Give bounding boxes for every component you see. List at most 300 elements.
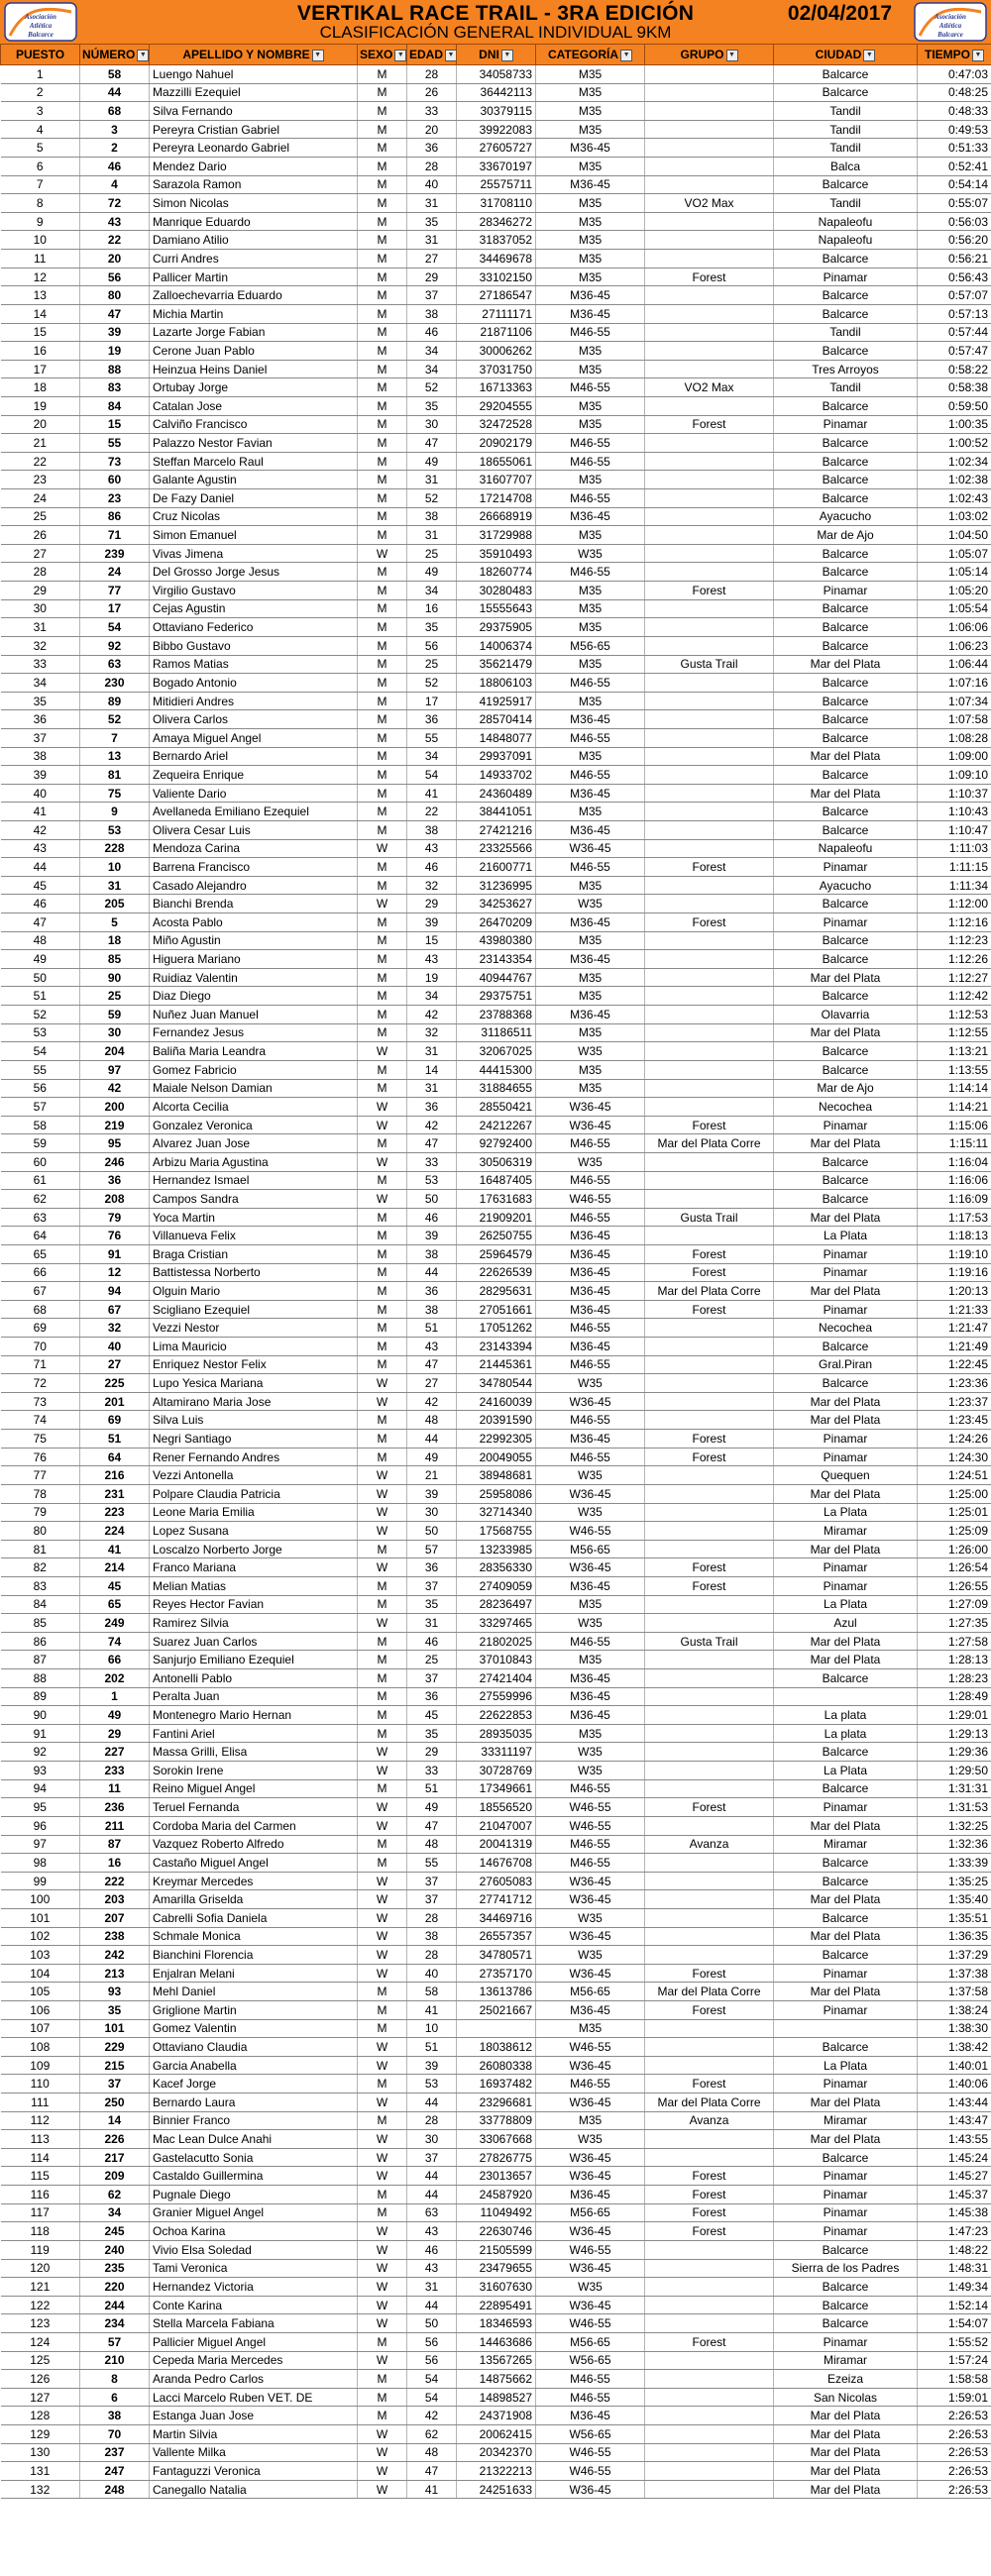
numero-cell: 84 xyxy=(80,396,150,415)
edad-cell: 35 xyxy=(407,1724,457,1743)
table-row xyxy=(1,1484,991,1503)
filter-dropdown-icon[interactable]: ▼ xyxy=(312,50,324,61)
table-row xyxy=(1,2351,991,2370)
numero-cell: 231 xyxy=(80,1484,150,1503)
edad-cell: 31 xyxy=(407,471,457,489)
edad-cell: 25 xyxy=(407,544,457,563)
nombre-cell: Bernardo Ariel xyxy=(150,747,358,766)
table-row xyxy=(1,913,991,932)
sexo-cell: W xyxy=(358,2425,407,2444)
sexo-cell: W xyxy=(358,1908,407,1927)
edad-cell: 55 xyxy=(407,728,457,747)
dni-cell: 27409059 xyxy=(457,1576,536,1595)
col-header-edad[interactable] xyxy=(407,45,457,65)
nombre-cell: Loscalzo Norberto Jorge xyxy=(150,1540,358,1558)
table-row xyxy=(1,1798,991,1817)
grupo-cell xyxy=(645,1042,774,1061)
ciudad-cell: Balcarce xyxy=(774,728,918,747)
dni-cell: 29937091 xyxy=(457,747,536,766)
numero-cell: 14 xyxy=(80,2111,150,2130)
categoria-cell: W46-55 xyxy=(536,2443,645,2462)
grupo-cell xyxy=(645,139,774,158)
table-row xyxy=(1,1835,991,1854)
numero-cell: 53 xyxy=(80,820,150,839)
numero-cell: 63 xyxy=(80,655,150,674)
dni-cell: 23143354 xyxy=(457,950,536,969)
categoria-cell: W46-55 xyxy=(536,1190,645,1209)
numero-cell: 51 xyxy=(80,1430,150,1449)
numero-cell: 46 xyxy=(80,158,150,176)
filter-dropdown-icon[interactable]: ▼ xyxy=(137,50,149,61)
categoria-cell: M35 xyxy=(536,471,645,489)
puesto-cell: 12 xyxy=(1,268,80,286)
puesto-cell: 93 xyxy=(1,1762,80,1780)
numero-cell: 5 xyxy=(80,913,150,932)
tiempo-cell: 1:35:51 xyxy=(918,1908,991,1927)
categoria-cell: W36-45 xyxy=(536,1098,645,1117)
nombre-cell: Bogado Antonio xyxy=(150,674,358,693)
categoria-cell: M35 xyxy=(536,231,645,250)
puesto-cell: 128 xyxy=(1,2407,80,2425)
categoria-cell: W35 xyxy=(536,1374,645,1393)
puesto-cell: 130 xyxy=(1,2443,80,2462)
col-header-tiempo[interactable] xyxy=(918,45,991,65)
categoria-cell: M46-55 xyxy=(536,858,645,877)
edad-cell: 55 xyxy=(407,1854,457,1873)
puesto-cell: 23 xyxy=(1,471,80,489)
grupo-cell xyxy=(645,1006,774,1024)
ciudad-cell: Pinamar xyxy=(774,415,918,434)
table-row xyxy=(1,175,991,194)
ciudad-cell: Balcarce xyxy=(774,710,918,729)
filter-dropdown-icon[interactable]: ▼ xyxy=(445,50,456,61)
grupo-cell: Forest xyxy=(645,2203,774,2222)
grupo-cell: Avanza xyxy=(645,1835,774,1854)
grupo-cell xyxy=(645,1098,774,1117)
col-header-ciudad[interactable] xyxy=(774,45,918,65)
categoria-cell: W46-55 xyxy=(536,1522,645,1541)
sexo-cell: M xyxy=(358,728,407,747)
categoria-cell: W36-45 xyxy=(536,2222,645,2241)
categoria-cell: W36-45 xyxy=(536,2167,645,2186)
dni-cell: 21322213 xyxy=(457,2462,536,2481)
tiempo-cell: 2:26:53 xyxy=(918,2462,991,2481)
col-header-nombre[interactable] xyxy=(150,45,358,65)
edad-cell: 31 xyxy=(407,1042,457,1061)
edad-cell: 42 xyxy=(407,1006,457,1024)
categoria-cell: W36-45 xyxy=(536,2093,645,2112)
puesto-cell: 25 xyxy=(1,507,80,526)
puesto-cell: 4 xyxy=(1,120,80,139)
numero-cell: 44 xyxy=(80,83,150,102)
dni-cell: 17214708 xyxy=(457,489,536,508)
column-label: GRUPO xyxy=(680,48,724,61)
tiempo-cell: 1:45:27 xyxy=(918,2167,991,2186)
numero-cell: 203 xyxy=(80,1890,150,1909)
categoria-cell: W36-45 xyxy=(536,1890,645,1909)
puesto-cell: 86 xyxy=(1,1632,80,1651)
tiempo-cell: 0:57:47 xyxy=(918,342,991,361)
nombre-cell: Franco Mariana xyxy=(150,1558,358,1577)
tiempo-cell: 1:24:26 xyxy=(918,1430,991,1449)
race-title: VERTIKAL RACE TRAIL - 3RA EDICIÓN xyxy=(296,2,695,25)
edad-cell: 38 xyxy=(407,1245,457,1264)
edad-cell: 25 xyxy=(407,655,457,674)
tiempo-cell: 1:24:30 xyxy=(918,1448,991,1466)
table-row xyxy=(1,563,991,582)
dni-cell: 21047007 xyxy=(457,1816,536,1835)
grupo-cell xyxy=(645,1079,774,1098)
ciudad-cell: Balca xyxy=(774,158,918,176)
sexo-cell: M xyxy=(358,674,407,693)
tiempo-cell: 1:00:52 xyxy=(918,434,991,453)
grupo-cell xyxy=(645,1466,774,1485)
tiempo-cell: 1:35:25 xyxy=(918,1872,991,1890)
edad-cell: 44 xyxy=(407,1263,457,1282)
numero-cell: 223 xyxy=(80,1503,150,1522)
tiempo-cell: 1:15:11 xyxy=(918,1134,991,1153)
grupo-cell xyxy=(645,1411,774,1430)
numero-cell: 22 xyxy=(80,231,150,250)
nombre-cell: Gastelacutto Sonia xyxy=(150,2148,358,2167)
nombre-cell: Arbizu Maria Agustina xyxy=(150,1152,358,1171)
sexo-cell: M xyxy=(358,175,407,194)
edad-cell: 49 xyxy=(407,563,457,582)
tiempo-cell: 0:47:03 xyxy=(918,65,991,84)
grupo-cell xyxy=(645,434,774,453)
categoria-cell: M46-55 xyxy=(536,728,645,747)
nombre-cell: Fantaguzzi Veronica xyxy=(150,2462,358,2481)
categoria-cell: M46-55 xyxy=(536,1448,645,1466)
dni-cell: 29375751 xyxy=(457,987,536,1006)
puesto-cell: 98 xyxy=(1,1854,80,1873)
table-row xyxy=(1,1319,991,1338)
numero-cell: 202 xyxy=(80,1669,150,1688)
sexo-cell: M xyxy=(358,1060,407,1079)
col-header-dni[interactable] xyxy=(457,45,536,65)
puesto-cell: 57 xyxy=(1,1098,80,1117)
categoria-cell: W35 xyxy=(536,1908,645,1927)
puesto-cell: 13 xyxy=(1,286,80,305)
sexo-cell: M xyxy=(358,1134,407,1153)
tiempo-cell: 1:55:52 xyxy=(918,2332,991,2351)
grupo-cell xyxy=(645,803,774,821)
tiempo-cell: 1:25:09 xyxy=(918,1522,991,1541)
tiempo-cell: 1:31:31 xyxy=(918,1779,991,1798)
dni-cell: 17051262 xyxy=(457,1319,536,1338)
numero-cell: 220 xyxy=(80,2278,150,2297)
grupo-cell xyxy=(645,2259,774,2278)
tiempo-cell: 1:23:37 xyxy=(918,1392,991,1411)
numero-cell: 3 xyxy=(80,120,150,139)
categoria-cell: W46-55 xyxy=(536,2038,645,2057)
ciudad-cell: Sierra de los Padres xyxy=(774,2259,918,2278)
sexo-cell: M xyxy=(358,139,407,158)
edad-cell: 47 xyxy=(407,2462,457,2481)
nombre-cell: Cabrelli Sofia Daniela xyxy=(150,1908,358,1927)
filter-dropdown-icon[interactable]: ▼ xyxy=(726,50,738,61)
nombre-cell: Vazquez Roberto Alfredo xyxy=(150,1835,358,1854)
categoria-cell: W36-45 xyxy=(536,2148,645,2167)
edad-cell: 48 xyxy=(407,1411,457,1430)
header-row xyxy=(1,45,991,65)
table-row xyxy=(1,268,991,286)
edad-cell: 50 xyxy=(407,1190,457,1209)
sexo-cell: M xyxy=(358,636,407,655)
categoria-cell: M36-45 xyxy=(536,1338,645,1356)
edad-cell: 37 xyxy=(407,286,457,305)
filter-dropdown-icon[interactable]: ▼ xyxy=(620,50,632,61)
dni-cell: 34780544 xyxy=(457,1374,536,1393)
categoria-cell: M56-65 xyxy=(536,1983,645,2001)
puesto-cell: 67 xyxy=(1,1282,80,1301)
ciudad-cell: Balcarce xyxy=(774,2296,918,2314)
numero-cell: 210 xyxy=(80,2351,150,2370)
numero-cell: 222 xyxy=(80,1872,150,1890)
tiempo-cell: 1:36:35 xyxy=(918,1927,991,1946)
dni-cell: 22630746 xyxy=(457,2222,536,2241)
sexo-cell: W xyxy=(358,2222,407,2241)
numero-cell: 97 xyxy=(80,1060,150,1079)
sexo-cell: M xyxy=(358,1448,407,1466)
filter-dropdown-icon[interactable]: ▼ xyxy=(394,50,406,61)
edad-cell: 44 xyxy=(407,2167,457,2186)
tiempo-cell: 1:12:27 xyxy=(918,968,991,987)
categoria-cell: M46-55 xyxy=(536,489,645,508)
nombre-cell: Gomez Valentin xyxy=(150,2019,358,2038)
tiempo-cell: 1:33:39 xyxy=(918,1854,991,1873)
ciudad-cell: Balcarce xyxy=(774,1779,918,1798)
table-row xyxy=(1,876,991,895)
edad-cell: 38 xyxy=(407,1300,457,1319)
dni-cell: 31884655 xyxy=(457,1079,536,1098)
filter-dropdown-icon[interactable]: ▼ xyxy=(972,50,984,61)
grupo-cell: Forest xyxy=(645,2167,774,2186)
nombre-cell: Garcia Anabella xyxy=(150,2056,358,2075)
puesto-cell: 105 xyxy=(1,1983,80,2001)
categoria-cell: M35 xyxy=(536,692,645,710)
grupo-cell xyxy=(645,2278,774,2297)
edad-cell: 44 xyxy=(407,1430,457,1449)
grupo-cell xyxy=(645,1872,774,1890)
grupo-cell xyxy=(645,674,774,693)
grupo-cell xyxy=(645,2407,774,2425)
tiempo-cell: 1:18:13 xyxy=(918,1227,991,1245)
edad-cell: 32 xyxy=(407,1023,457,1042)
tiempo-cell: 0:57:13 xyxy=(918,304,991,323)
ciudad-cell: Mar del Plata xyxy=(774,1134,918,1153)
puesto-cell: 103 xyxy=(1,1946,80,1965)
grupo-cell: Forest xyxy=(645,1576,774,1595)
categoria-cell: M46-55 xyxy=(536,1854,645,1873)
nombre-cell: Galante Agustin xyxy=(150,471,358,489)
dni-cell: 28295631 xyxy=(457,1282,536,1301)
numero-cell: 234 xyxy=(80,2314,150,2333)
col-header-grupo[interactable] xyxy=(645,45,774,65)
table-row xyxy=(1,526,991,545)
edad-cell: 35 xyxy=(407,1595,457,1614)
ciudad-cell: Balcarce xyxy=(774,175,918,194)
grupo-cell xyxy=(645,1651,774,1669)
nombre-cell: Catalan Jose xyxy=(150,396,358,415)
table-row xyxy=(1,452,991,471)
numero-cell: 230 xyxy=(80,674,150,693)
edad-cell: 41 xyxy=(407,2000,457,2019)
col-header-numero[interactable] xyxy=(80,45,150,65)
nombre-cell: Manrique Eduardo xyxy=(150,212,358,231)
grupo-cell xyxy=(645,2351,774,2370)
numero-cell: 32 xyxy=(80,1319,150,1338)
sexo-cell: M xyxy=(358,1171,407,1190)
edad-cell: 28 xyxy=(407,1908,457,1927)
grupo-cell xyxy=(645,2480,774,2499)
numero-cell: 17 xyxy=(80,599,150,618)
edad-cell: 40 xyxy=(407,1964,457,1983)
edad-cell: 51 xyxy=(407,1319,457,1338)
grupo-cell xyxy=(645,1023,774,1042)
categoria-cell: M35 xyxy=(536,360,645,378)
nombre-cell: Hernandez Victoria xyxy=(150,2278,358,2297)
ciudad-cell: Balcarce xyxy=(774,987,918,1006)
col-header-categoria[interactable] xyxy=(536,45,645,65)
sexo-cell: M xyxy=(358,2019,407,2038)
categoria-cell: W36-45 xyxy=(536,2296,645,2314)
edad-cell: 34 xyxy=(407,360,457,378)
dni-cell: 24212267 xyxy=(457,1116,536,1134)
grupo-cell xyxy=(645,250,774,268)
nombre-cell: Luengo Nahuel xyxy=(150,65,358,84)
grupo-cell xyxy=(645,1355,774,1374)
nombre-cell: Aranda Pedro Carlos xyxy=(150,2370,358,2389)
dni-cell: 13233985 xyxy=(457,1540,536,1558)
grupo-cell xyxy=(645,526,774,545)
puesto-cell: 107 xyxy=(1,2019,80,2038)
col-header-sexo[interactable] xyxy=(358,45,407,65)
edad-cell: 46 xyxy=(407,858,457,877)
ciudad-cell: Ezeiza xyxy=(774,2370,918,2389)
dni-cell: 44415300 xyxy=(457,1060,536,1079)
nombre-cell: Calviño Francisco xyxy=(150,415,358,434)
grupo-cell xyxy=(645,507,774,526)
grupo-cell xyxy=(645,728,774,747)
puesto-cell: 18 xyxy=(1,378,80,397)
dni-cell: 34469716 xyxy=(457,1908,536,1927)
dni-cell: 24160039 xyxy=(457,1392,536,1411)
categoria-cell: M35 xyxy=(536,83,645,102)
numero-cell: 58 xyxy=(80,65,150,84)
categoria-cell: W36-45 xyxy=(536,2056,645,2075)
edad-cell: 47 xyxy=(407,434,457,453)
grupo-cell: Forest xyxy=(645,1245,774,1264)
sexo-cell: M xyxy=(358,2407,407,2425)
sexo-cell: M xyxy=(358,2203,407,2222)
sexo-cell: M xyxy=(358,1282,407,1301)
results-body xyxy=(1,65,991,2499)
sexo-cell: M xyxy=(358,2388,407,2407)
sexo-cell: M xyxy=(358,158,407,176)
report-header xyxy=(0,0,991,44)
sexo-cell: M xyxy=(358,563,407,582)
dni-cell: 33778809 xyxy=(457,2111,536,2130)
dni-cell: 20902179 xyxy=(457,434,536,453)
nombre-cell: Maiale Nelson Damian xyxy=(150,1079,358,1098)
grupo-cell xyxy=(645,1503,774,1522)
nombre-cell: Zalloechevarria Eduardo xyxy=(150,286,358,305)
dni-cell: 20342370 xyxy=(457,2443,536,2462)
filter-dropdown-icon[interactable]: ▼ xyxy=(501,50,513,61)
table-row xyxy=(1,2148,991,2167)
dni-cell: 13567265 xyxy=(457,2351,536,2370)
table-row xyxy=(1,2259,991,2278)
dni-cell: 36442113 xyxy=(457,83,536,102)
grupo-cell xyxy=(645,304,774,323)
puesto-cell: 81 xyxy=(1,1540,80,1558)
dni-cell: 14463686 xyxy=(457,2332,536,2351)
ciudad-cell: Balcarce xyxy=(774,65,918,84)
numero-cell: 219 xyxy=(80,1116,150,1134)
sexo-cell: W xyxy=(358,839,407,858)
nombre-cell: Curri Andres xyxy=(150,250,358,268)
tiempo-cell: 2:26:53 xyxy=(918,2480,991,2499)
grupo-cell xyxy=(645,83,774,102)
ciudad-cell: Balcarce xyxy=(774,1743,918,1762)
nombre-cell: Vezzi Nestor xyxy=(150,1319,358,1338)
dni-cell: 24251633 xyxy=(457,2480,536,2499)
nombre-cell: Silva Luis xyxy=(150,1411,358,1430)
sexo-cell: M xyxy=(358,1540,407,1558)
sexo-cell: M xyxy=(358,65,407,84)
categoria-cell: M35 xyxy=(536,803,645,821)
nombre-cell: Lupo Yesica Mariana xyxy=(150,1374,358,1393)
grupo-cell xyxy=(645,2019,774,2038)
edad-cell: 37 xyxy=(407,2148,457,2167)
numero-cell: 24 xyxy=(80,563,150,582)
grupo-cell xyxy=(645,65,774,84)
puesto-cell: 68 xyxy=(1,1300,80,1319)
table-row xyxy=(1,858,991,877)
puesto-cell: 40 xyxy=(1,784,80,803)
ciudad-cell: La Plata xyxy=(774,1503,918,1522)
col-header-puesto[interactable] xyxy=(1,45,80,65)
filter-dropdown-icon[interactable]: ▼ xyxy=(863,50,875,61)
categoria-cell: W35 xyxy=(536,1614,645,1633)
table-row xyxy=(1,2370,991,2389)
tiempo-cell: 1:12:55 xyxy=(918,1023,991,1042)
sexo-cell: W xyxy=(358,2130,407,2149)
dni-cell: 29204555 xyxy=(457,396,536,415)
table-row xyxy=(1,803,991,821)
ciudad-cell: Balcarce xyxy=(774,1338,918,1356)
numero-cell: 54 xyxy=(80,618,150,637)
numero-cell: 213 xyxy=(80,1964,150,1983)
ciudad-cell: Pinamar xyxy=(774,1245,918,1264)
sexo-cell: M xyxy=(358,194,407,213)
grupo-cell: Forest xyxy=(645,2332,774,2351)
puesto-cell: 60 xyxy=(1,1152,80,1171)
edad-cell: 34 xyxy=(407,987,457,1006)
tiempo-cell: 2:26:53 xyxy=(918,2407,991,2425)
tiempo-cell: 1:05:14 xyxy=(918,563,991,582)
categoria-cell: W46-55 xyxy=(536,1798,645,1817)
sexo-cell: M xyxy=(358,1706,407,1725)
numero-cell: 8 xyxy=(80,2370,150,2389)
categoria-cell: W35 xyxy=(536,2278,645,2297)
numero-cell: 10 xyxy=(80,858,150,877)
puesto-cell: 62 xyxy=(1,1190,80,1209)
ciudad-cell: Tres Arroyos xyxy=(774,360,918,378)
edad-cell: 30 xyxy=(407,415,457,434)
puesto-cell: 75 xyxy=(1,1430,80,1449)
